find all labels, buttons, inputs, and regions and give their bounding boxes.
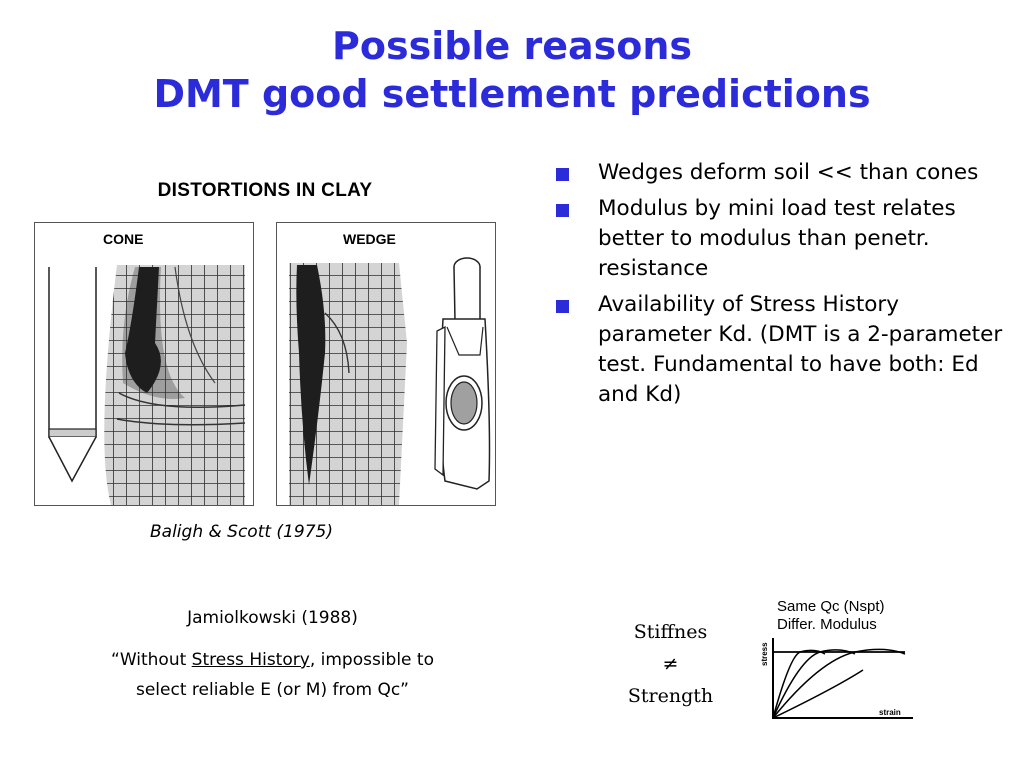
curve-softest (773, 670, 863, 718)
slide-title (0, 22, 1024, 118)
stress-history-link: Stress History (191, 650, 310, 670)
quote-rest: , impossible to (309, 650, 434, 670)
wedge-distortion-illustration (277, 223, 497, 507)
quote-line-2: select reliable E (or M) from Qc” (135, 680, 409, 700)
figure-caption: Baligh & Scott (1975) (150, 522, 333, 542)
cone-soil-grid (104, 265, 245, 505)
y-axis-label: stress (760, 642, 769, 666)
bullet-list (553, 158, 1003, 416)
dilatometer-blade-icon (435, 258, 490, 489)
title-line-2: DMT good settlement predictions (153, 72, 871, 116)
stress-strain-curves (745, 598, 945, 723)
bullet-item (553, 290, 1003, 410)
wedge-panel (276, 222, 496, 506)
graph-title-line-2: Differ. Modulus (777, 616, 877, 633)
not-equal-sign: ≠ (662, 653, 679, 675)
cone-label: CONE (103, 231, 144, 247)
bullet-text: Wedges deform soil << than cones (598, 160, 979, 185)
reference-quote (0, 645, 545, 705)
strength-text: Strength (627, 685, 714, 707)
square-bullet-icon (556, 204, 569, 217)
bullet-item (553, 194, 1003, 284)
stiffness-vs-strength-label (608, 616, 733, 712)
title-line-1: Possible reasons (332, 24, 692, 68)
cone-distortion-illustration (35, 223, 255, 507)
reference-author: Jamiolkowski (1988) (187, 608, 358, 628)
square-bullet-icon (556, 300, 569, 313)
distortions-figure (30, 170, 500, 510)
x-axis-label: strain (879, 708, 901, 717)
quote-open: “Without (111, 650, 192, 670)
wedge-label: WEDGE (343, 231, 396, 247)
cone-probe-icon (49, 267, 96, 481)
wedge-soil-grid (289, 263, 407, 505)
graph-title-line-1: Same Qc (Nspt) (777, 598, 885, 615)
cone-panel (34, 222, 254, 506)
stress-strain-graph (745, 598, 945, 723)
bullet-text: Availability of Stress History parameter Kd. (DMT is a 2-parameter test. Fundamental to have both: Ed and Kd) (598, 292, 1003, 407)
bullet-item (553, 158, 1003, 188)
square-bullet-icon (556, 168, 569, 181)
curve-medium (773, 650, 855, 718)
figure-heading: DISTORTIONS IN CLAY (157, 180, 373, 201)
stiffness-text: Stiffnes (633, 621, 708, 643)
bullet-text: Modulus by mini load test relates better to modulus than penetr. resistance (598, 196, 956, 281)
